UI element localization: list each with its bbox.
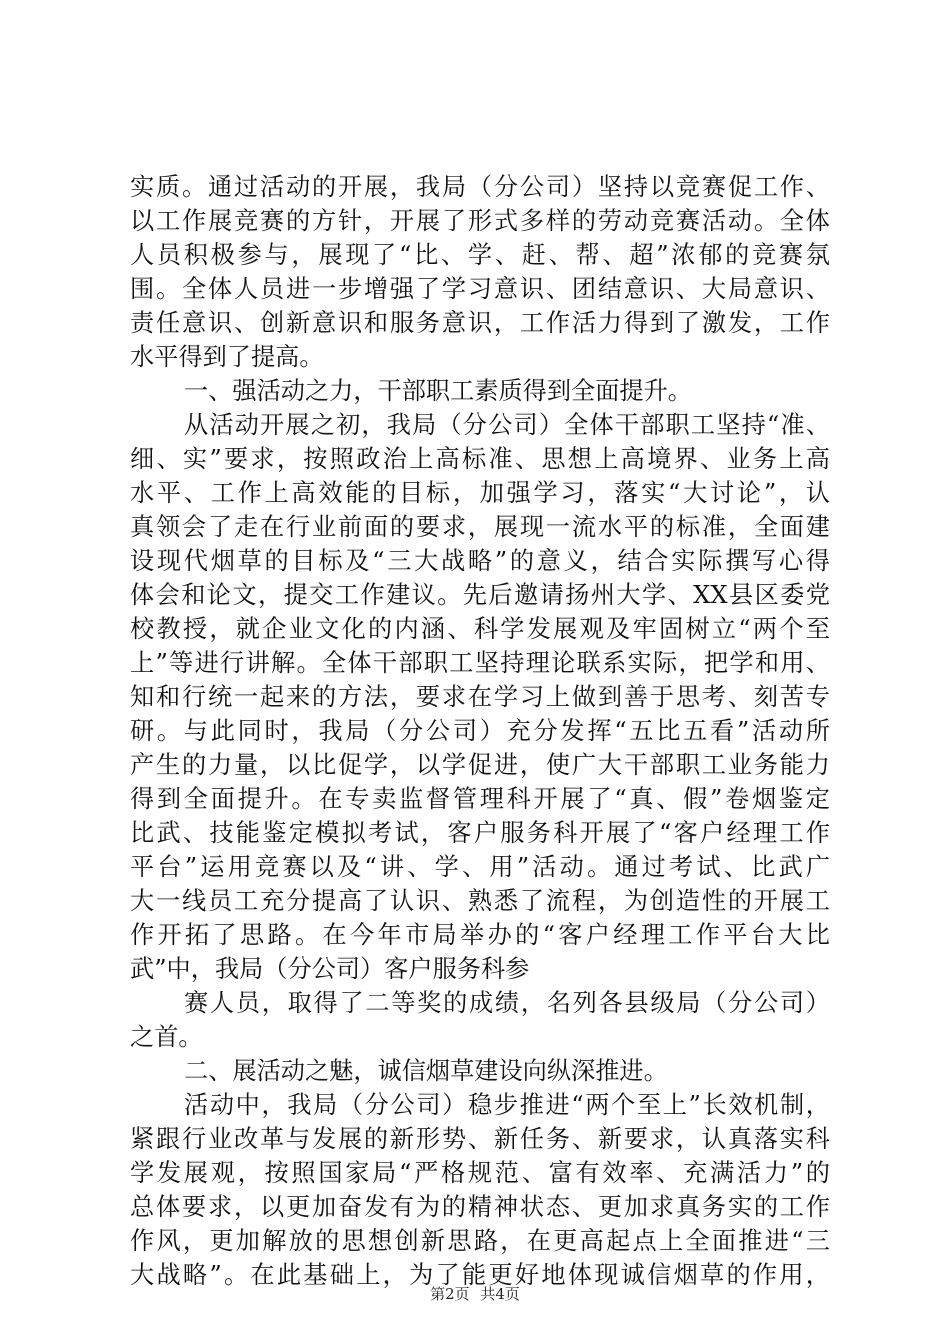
text-line: 武”中，我局（分公司）客户服务科参	[130, 955, 530, 983]
text-line: 二、展活动之魅，诚信烟草建设向纵深推进。	[184, 1057, 668, 1085]
text-line: 赛人员，取得了二等奖的成绩，名列各县级局（分公司）	[184, 989, 830, 1017]
text-line: 活动中，我局（分公司）稳步推进“两个至上”长效机制，	[184, 1091, 830, 1119]
text-line: 设现代烟草的目标及“三大战略”的意义，结合实际撰写心得	[130, 547, 830, 575]
text-line: 研。与此同时，我局（分公司）充分发挥“五比五看”活动所	[130, 717, 830, 745]
text-line: 以工作展竞赛的方针，开展了形式多样的劳动竞赛活动。全体	[130, 207, 830, 235]
text-line: 一、强活动之力，干部职工素质得到全面提升。	[184, 377, 692, 405]
text-line: 作风，更加解放的思想创新思路，在更高起点上全面推进“三	[130, 1227, 830, 1255]
text-line: 真领会了走在行业前面的要求，展现一流水平的标准，全面建	[130, 513, 830, 541]
page-total: 共4页	[480, 1285, 520, 1303]
text-line: 围。全体人员进一步增强了学习意识、团结意识、大局意识、	[130, 275, 830, 303]
body-text	[130, 170, 830, 1292]
text-line: 大一线员工充分提高了认识、熟悉了流程，为创造性的开展工	[130, 887, 830, 915]
page-footer	[0, 1284, 950, 1304]
text-line: 平台”运用竞赛以及“讲、学、用”活动。通过考试、比武广	[130, 853, 830, 881]
text-line: 产生的力量，以比促学，以学促进，使广大干部职工业务能力	[130, 751, 830, 779]
text-line: 学发展观，按照国家局“严格规范、富有效率、充满活力”的	[130, 1159, 830, 1187]
text-line: 紧跟行业改革与发展的新形势、新任务、新要求，认真落实科	[130, 1125, 830, 1153]
text-line: 比武、技能鉴定模拟考试，客户服务科开展了“客户经理工作	[130, 819, 830, 847]
text-line: 大战略”。在此基础上，为了能更好地体现诚信烟草的作用，	[130, 1261, 830, 1289]
text-line: 责任意识、创新意识和服务意识，工作活力得到了激发，工作	[130, 309, 830, 337]
text-line: 水平、工作上高效能的目标，加强学习，落实“大讨论”，认	[130, 479, 830, 507]
text-line: 上”等进行讲解。全体干部职工坚持理论联系实际，把学和用、	[130, 649, 830, 677]
text-line: 从活动开展之初，我局（分公司）全体干部职工坚持“准、	[184, 411, 830, 439]
text-line: 细、实”要求，按照政治上高标准、思想上高境界、业务上高	[130, 445, 830, 473]
text-line: 总体要求，以更加奋发有为的精神状态、更加求真务实的工作	[130, 1193, 830, 1221]
text-line: 得到全面提升。在专卖监督管理科开展了“真、假”卷烟鉴定	[130, 785, 830, 813]
page-number: 第2页	[430, 1285, 470, 1303]
text-line: 体会和论文，提交工作建议。先后邀请扬州大学、XX县区委党	[130, 581, 830, 609]
text-line: 人员积极参与，展现了“比、学、赶、帮、超”浓郁的竞赛氛	[130, 241, 830, 269]
text-line: 校教授，就企业文化的内涵、科学发展观及牢固树立“两个至	[130, 615, 830, 643]
text-line: 之首。	[130, 1023, 203, 1051]
text-line: 实质。通过活动的开展，我局（分公司）坚持以竞赛促工作、	[130, 173, 830, 201]
text-line: 知和行统一起来的方法，要求在学习上做到善于思考、刻苦专	[130, 683, 830, 711]
text-line: 水平得到了提高。	[130, 343, 324, 371]
text-line: 作开拓了思路。在今年市局举办的“客户经理工作平台大比	[130, 921, 830, 949]
